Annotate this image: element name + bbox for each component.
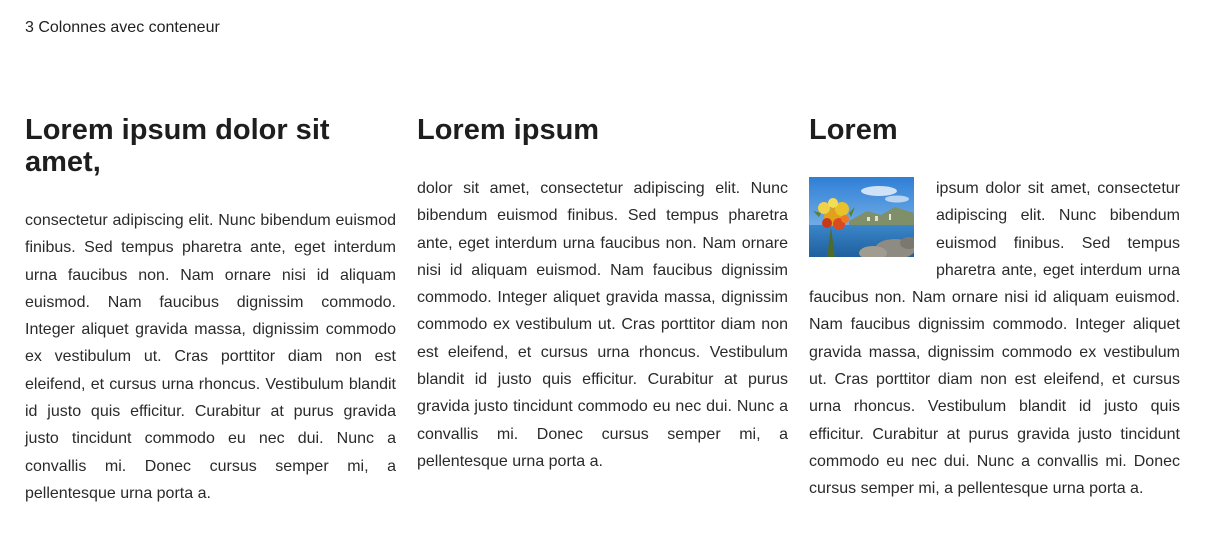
- column-1: [25, 114, 396, 507]
- page-label: 3 Colonnes avec conteneur: [25, 19, 220, 36]
- column-2: [417, 114, 788, 507]
- column-2-title: Lorem ipsum: [417, 114, 600, 146]
- column-3: [809, 114, 1180, 507]
- column-1-text: consectetur adipiscing elit. Nunc bibendum euismod finibus. Sed tempus pharetra ante, eget interdum urna faucibus non. Nam ornare nisi id aliquam euismod. Nam faucibus dignissim commodo. Integer aliquet gravida massa, dignissim commodo ex vestibulum ut. Cras porttitor diam non est eleifend, et cursus urna rhoncus. Vestibulum blandit id justo quis efficitur. Curabitur at purus gravida justo tincidunt commodo eu nec dui. Nunc a convallis mi. Donec cursus semper mi, a pellentesque urna porta a.: [25, 212, 396, 502]
- column-1-title: Lorem ipsum dolor sit amet,: [25, 114, 330, 178]
- three-column-container: [25, 114, 1180, 507]
- seaside-flowers-photo-icon: [809, 177, 914, 257]
- column-3-title: Lorem: [809, 114, 898, 146]
- column-3-text: ipsum dolor sit amet, consectetur adipiscing elit. Nunc bibendum euismod finibus. Sed tempus pharetra ante, eget interdum urna faucibus non. Nam ornare nisi id aliquam euismod. Nam faucibus dignissim commodo. Integer aliquet gravida massa, dignissim commodo ex vestibulum ut. Cras porttitor diam non est eleifend, et cursus urna rhoncus. Vestibulum blandit id justo quis efficitur. Curabitur at purus gravida justo tincidunt commodo eu nec dui. Nunc a convallis mi. Donec cursus semper mi, a pellentesque urna porta a.: [809, 180, 1180, 498]
- column-2-text: dolor sit amet, consectetur adipiscing elit. Nunc bibendum euismod finibus. Sed tempus pharetra ante, eget interdum urna faucibus non. Nam ornare nisi id aliquam euismod. Nam faucibus dignissim commodo. Integer aliquet gravida massa, dignissim commodo ex vestibulum ut. Cras porttitor diam non est eleifend, et cursus urna rhoncus. Vestibulum blandit id justo quis efficitur. Curabitur at purus gravida justo tincidunt commodo eu nec dui. Nunc a convallis mi. Donec cursus semper mi, a pellentesque urna porta a.: [417, 180, 788, 470]
